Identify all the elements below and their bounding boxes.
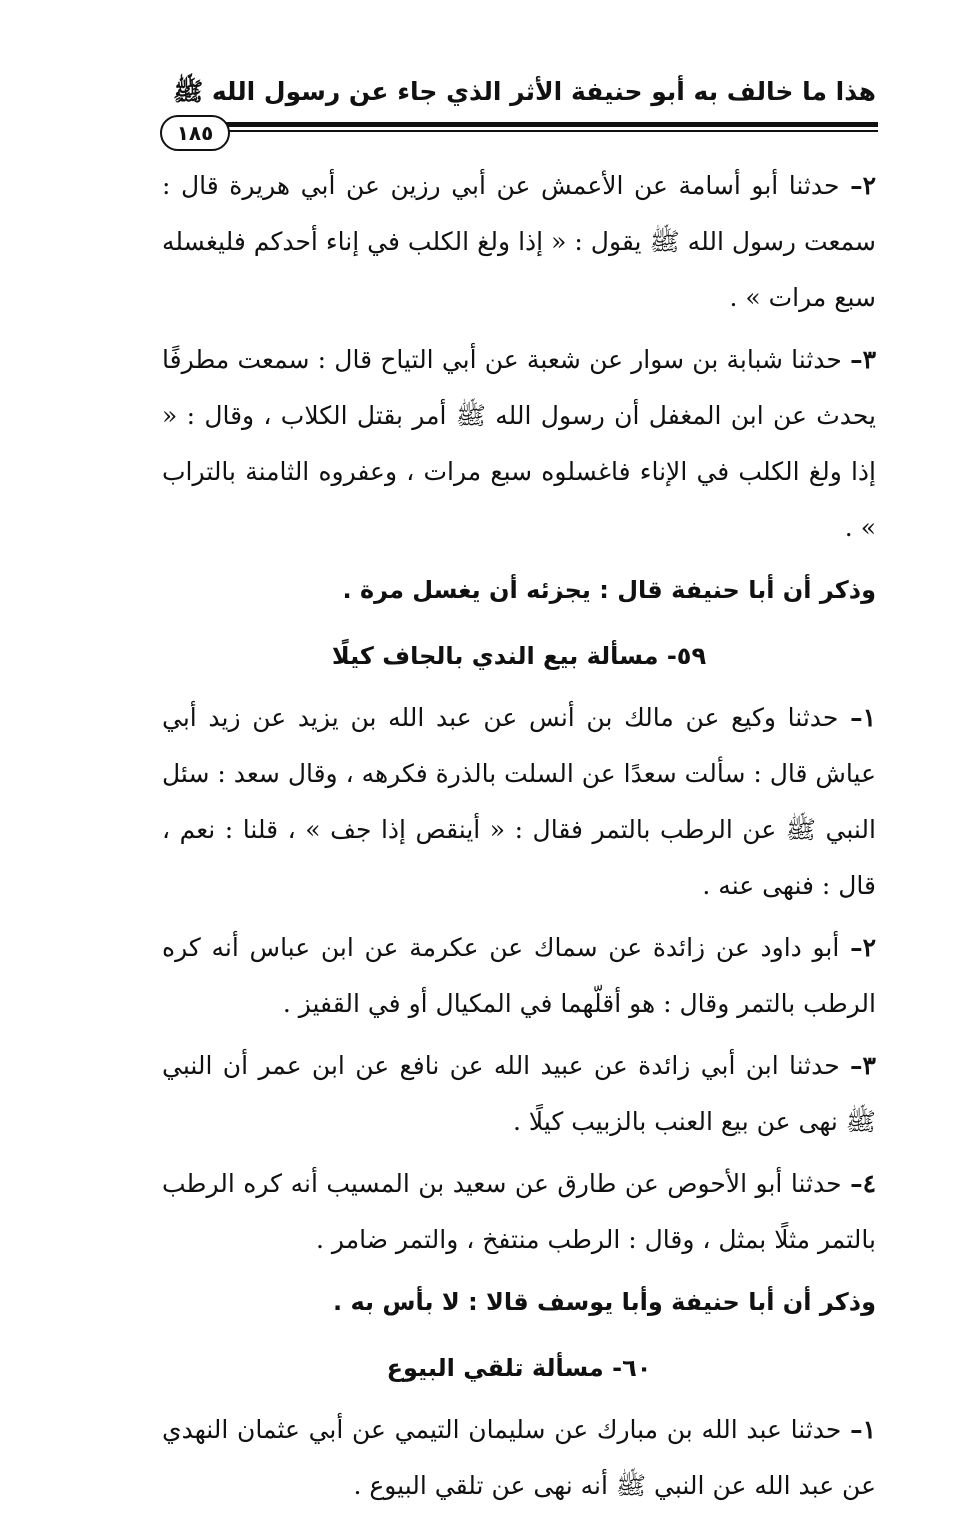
header-rule-thin <box>222 130 878 132</box>
paragraph-number: ٤– <box>850 1169 876 1198</box>
paragraph-text: حدثنا أبو الأحوص عن طارق عن سعيد بن المسيب أنه كره الرطب بالتمر مثلًا بمثل ، وقال : الرطب منتفخ ، والتمر ضامر . <box>162 1169 876 1254</box>
paragraph-number: ٢– <box>850 933 876 962</box>
paragraph-number: ١– <box>850 703 876 732</box>
paragraph-text: حدثنا ابن أبي زائدة عن عبيد الله عن نافع عن ابن عمر أن النبي ﷺ نهى عن بيع العنب بالزبيب كيلًا . <box>162 1051 876 1136</box>
section-heading-60: ٦٠- مسألة تلقي البيوع <box>386 1354 652 1382</box>
paragraph-text: حدثنا شبابة بن سوار عن شعبة عن أبي التياح قال : سمعت مطرفًا يحدث عن ابن المغفل أن رسول الله ﷺ أمر بقتل الكلاب ، وقال : « إذا ولغ الكلب في الإناء فاغسلوه سبع مرات ، وعفروه الثامنة بالتراب » . <box>162 345 876 542</box>
section-heading-59: ٥٩- مسألة بيع الندي بالجاف كيلًا <box>331 642 707 670</box>
hadith-paragraph <box>162 690 876 914</box>
paragraph-number: ٢– <box>850 171 876 200</box>
header-rule-thick <box>222 122 878 127</box>
paragraph-text: أبو داود عن زائدة عن سماك عن عكرمة عن ابن عباس أنه كره الرطب بالتمر وقال : هو أقلّهما في المكيال أو في القفيز . <box>162 933 876 1018</box>
hadith-paragraph <box>162 920 876 1032</box>
hadith-paragraph <box>162 1156 876 1268</box>
paragraph-number: ١– <box>850 1415 876 1444</box>
paragraph-text: حدثنا عبد الله بن مبارك عن سليمان التيمي عن أبي عثمان النهدي عن عبد الله عن النبي ﷺ أنه نهى عن تلقي البيوع . <box>162 1415 876 1500</box>
page-number: ١٨٥ <box>160 115 230 151</box>
page-content <box>162 158 876 1520</box>
paragraph-text: حدثنا أبو أسامة عن الأعمش عن أبي رزين عن أبي هريرة قال : سمعت رسول الله ﷺ يقول : « إذا ولغ الكلب في إناء أحدكم فليغسله سبع مرات » . <box>162 171 876 312</box>
paragraph-text: حدثنا وكيع عن مالك بن أنس عن عبد الله بن يزيد عن زيد أبي عياش قال : سألت سعدًا عن السلت بالذرة فكرهه ، وقال سعد : سئل النبي ﷺ عن الرطب بالتمر فقال : « أينقص إذا جف » ، قلنا : نعم ، قال : فنهى عنه . <box>162 703 876 900</box>
hadith-paragraph <box>162 1402 876 1514</box>
paragraph-number: ٣– <box>850 1051 876 1080</box>
hadith-paragraph <box>162 158 876 326</box>
abu-hanifa-opinion: وذكر أن أبا حنيفة قال : يجزئه أن يغسل مرة . <box>342 576 876 604</box>
hadith-paragraph <box>162 1038 876 1150</box>
hadith-paragraph <box>162 332 876 556</box>
running-header: هذا ما خالف به أبو حنيفة الأثر الذي جاء عن رسول الله ﷺ <box>172 77 876 106</box>
paragraph-number: ٣– <box>850 345 876 374</box>
abu-hanifa-opinion: وذكر أن أبا حنيفة وأبا يوسف قالا : لا بأس به . <box>332 1288 876 1316</box>
